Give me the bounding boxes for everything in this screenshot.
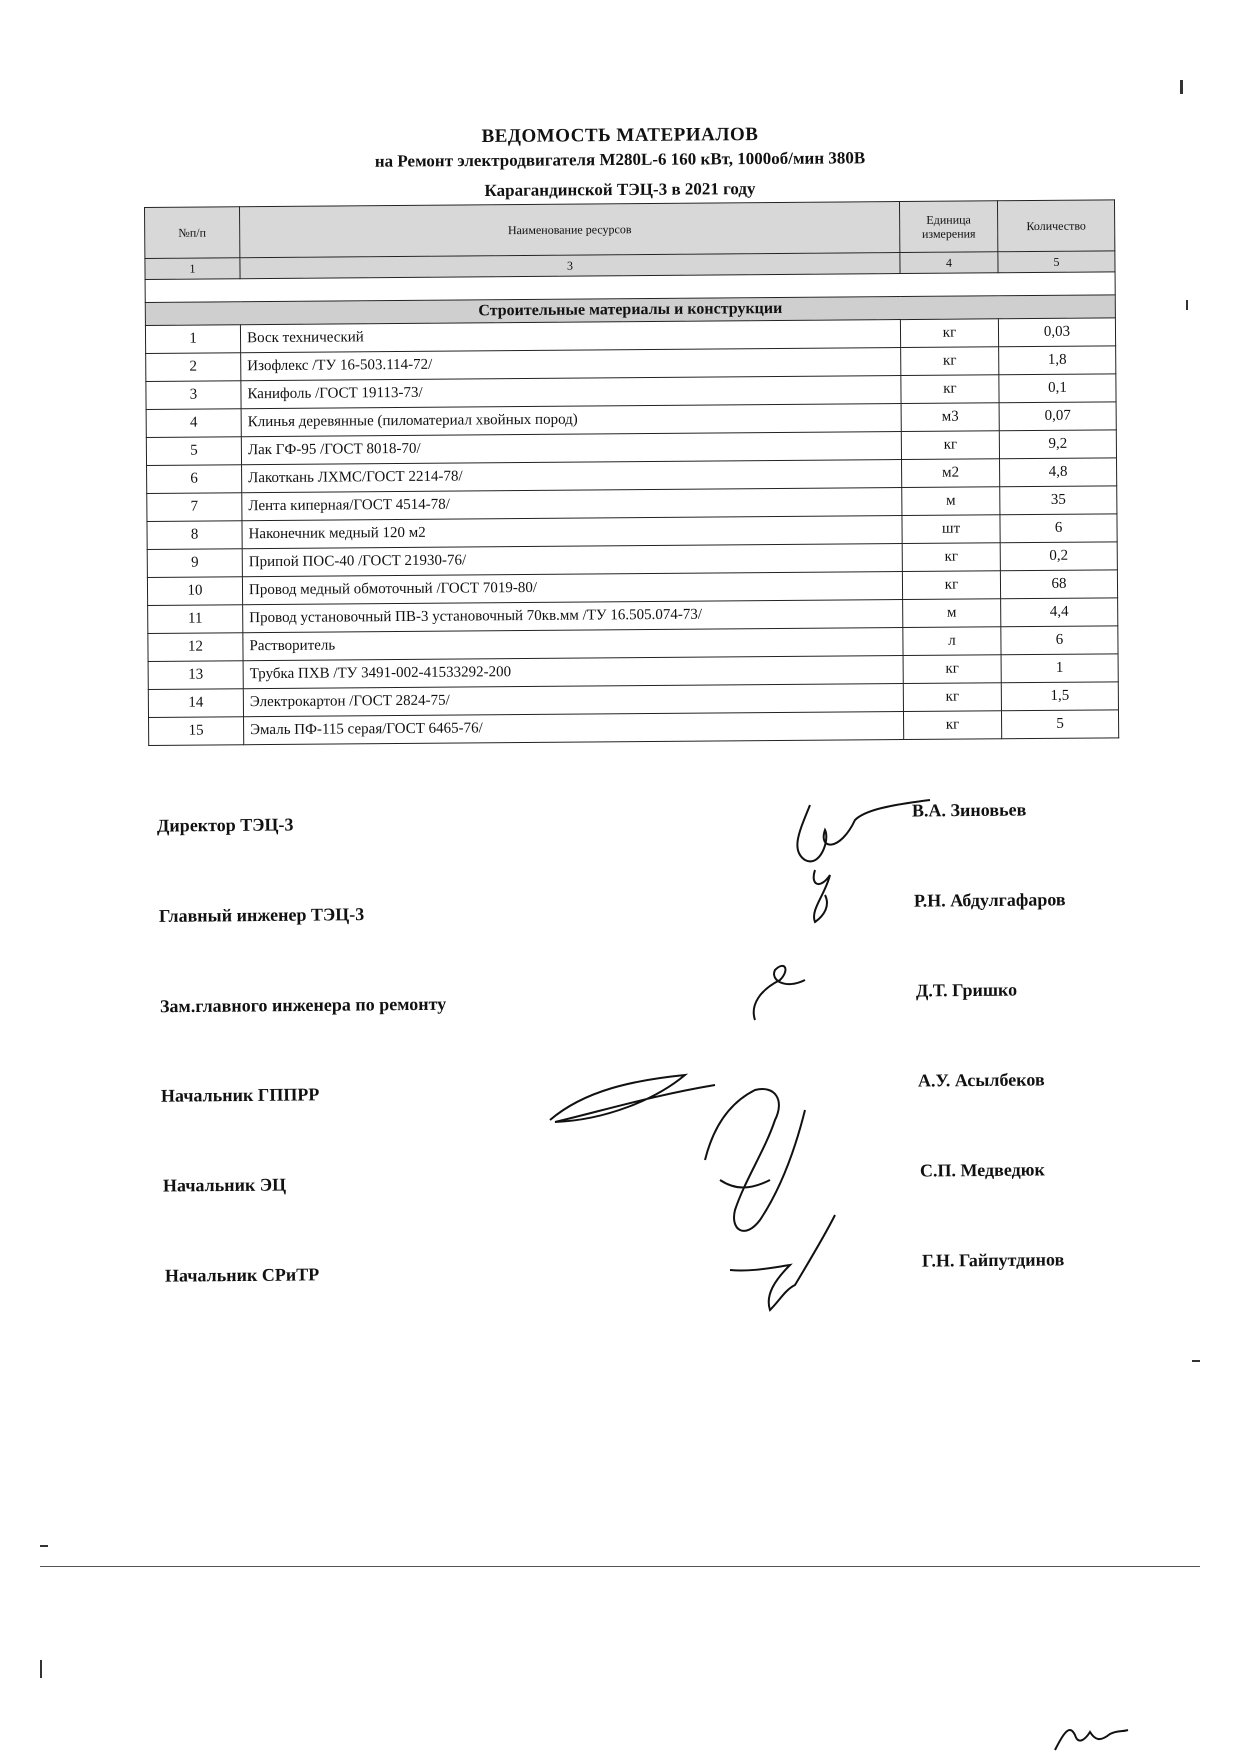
column-header-quantity: Количество	[997, 200, 1114, 252]
cell-number: 1	[145, 325, 240, 354]
signatory-position: Начальник ЭЦ	[162, 1174, 287, 1196]
materials-table	[144, 199, 1119, 746]
signatory-position: Начальник ГППРР	[160, 1084, 320, 1106]
signatory-name: Г.Н. Гайпутдинов	[921, 1249, 1065, 1271]
cell-quantity: 1,5	[1001, 682, 1118, 711]
cell-name: Лакоткань ЛХМС/ГОСТ 2214-78/	[242, 460, 902, 493]
cell-number: 13	[148, 661, 243, 690]
column-header-number: №п/п	[145, 207, 240, 259]
cell-name: Изофлекс /ТУ 16-503.114-72/	[241, 348, 901, 381]
cell-name: Провод медный обмоточный /ГОСТ 7019-80/	[242, 572, 902, 605]
cell-quantity: 0,03	[998, 318, 1115, 347]
cell-unit: кг	[901, 347, 999, 376]
cell-number: 11	[148, 605, 243, 634]
cell-quantity: 0,07	[999, 402, 1116, 431]
cell-unit: м	[903, 599, 1001, 628]
cell-name: Эмаль ПФ-115 серая/ГОСТ 6465-76/	[244, 712, 904, 745]
signatory-name: Д.Т. Гришко	[915, 979, 1018, 1001]
cell-number: 14	[148, 689, 243, 718]
cell-quantity: 9,2	[999, 430, 1116, 459]
cell-quantity: 1	[1001, 654, 1118, 683]
signatory-name: С.П. Медведюк	[919, 1159, 1045, 1181]
cell-name: Наконечник медный 120 м2	[242, 516, 902, 549]
cell-name: Клинья деревянные (пиломатериал хвойных пород)	[241, 404, 901, 437]
signatory-position: Зам.главного инженера по ремонту	[159, 993, 447, 1017]
cell-unit: м3	[901, 403, 999, 432]
cell-number: 9	[147, 549, 242, 578]
cell-unit: кг	[901, 375, 999, 404]
cell-number: 2	[146, 353, 241, 382]
cell-unit: кг	[900, 319, 998, 348]
cell-unit: кг	[902, 571, 1000, 600]
cell-name: Воск технический	[240, 320, 900, 353]
column-header-unit: Единица измерения	[899, 201, 997, 253]
column-index: 5	[998, 251, 1115, 273]
column-index: 3	[240, 253, 900, 279]
cell-quantity: 6	[1001, 626, 1118, 655]
signatory-position: Директор ТЭЦ-3	[156, 814, 294, 836]
cell-number: 5	[146, 437, 241, 466]
cell-number: 7	[147, 493, 242, 522]
cell-quantity: 5	[1001, 710, 1118, 739]
cell-number: 8	[147, 521, 242, 550]
signature-deputy-chief-engineer	[735, 950, 825, 1030]
cell-quantity: 0,2	[1000, 542, 1117, 571]
cell-number: 10	[147, 577, 242, 606]
section-title: Строительные материалы и конструкции	[145, 295, 1115, 326]
cell-number: 3	[146, 381, 241, 410]
materials-table-wrapper	[144, 199, 1118, 746]
cell-unit: л	[903, 627, 1001, 656]
document-title: ВЕДОМОСТЬ МАТЕРИАЛОВ	[481, 124, 759, 147]
signatory-name: Р.Н. Абдулгафаров	[913, 889, 1066, 911]
document-subtitle: на Ремонт электродвигателя М280L-6 160 кВт, 1000об/мин 380В	[374, 148, 866, 171]
cell-unit: кг	[901, 431, 999, 460]
cell-unit: кг	[903, 683, 1001, 712]
cell-number: 4	[146, 409, 241, 438]
cell-unit: м	[902, 487, 1000, 516]
scan-edge-mark	[1192, 1360, 1200, 1362]
cell-quantity: 1,8	[999, 346, 1116, 375]
cell-name: Лента киперная/ГОСТ 4514-78/	[242, 488, 902, 521]
signatory-name: В.А. Зиновьев	[911, 799, 1027, 821]
cell-number: 12	[148, 633, 243, 662]
cell-number: 15	[149, 717, 244, 746]
cell-number: 6	[147, 465, 242, 494]
scan-edge-mark	[40, 1660, 42, 1678]
cell-quantity: 0,1	[999, 374, 1116, 403]
signatory-position: Главный инженер ТЭЦ-3	[158, 904, 365, 926]
scan-edge-mark	[1186, 300, 1188, 310]
scan-edge-mark	[40, 1545, 48, 1547]
signature-srtr	[725, 1210, 845, 1320]
cell-unit: м2	[902, 459, 1000, 488]
scan-divider-line	[40, 1566, 1200, 1567]
cell-unit: кг	[903, 655, 1001, 684]
column-index: 4	[900, 252, 998, 274]
cell-name: Трубка ПХВ /ТУ 3491-002-41533292-200	[243, 656, 903, 689]
signatory-position: Начальник СРиТР	[164, 1264, 320, 1286]
cell-name: Электрокартон /ГОСТ 2824-75/	[243, 684, 903, 717]
signatory-name: А.У. Асылбеков	[917, 1069, 1045, 1091]
signature-director	[770, 790, 940, 930]
cell-name: Припой ПОС-40 /ГОСТ 21930-76/	[242, 544, 902, 577]
table-header-row	[145, 200, 1115, 259]
cell-unit: кг	[903, 711, 1001, 740]
cell-quantity: 6	[1000, 514, 1117, 543]
cell-name: Провод установочный ПВ-3 установочный 70кв.мм /ТУ 16.505.074-73/	[243, 600, 903, 633]
cell-name: Лак ГФ-95 /ГОСТ 8018-70/	[241, 432, 901, 465]
cell-unit: шт	[902, 515, 1000, 544]
cell-quantity: 35	[1000, 486, 1117, 515]
cell-unit: кг	[902, 543, 1000, 572]
cell-name: Канифоль /ГОСТ 19113-73/	[241, 376, 901, 409]
cell-quantity: 4,4	[1001, 598, 1118, 627]
cell-quantity: 68	[1000, 570, 1117, 599]
cell-quantity: 4,8	[1000, 458, 1117, 487]
scan-edge-mark	[1180, 80, 1183, 94]
initials-signature	[1050, 1720, 1130, 1754]
document-subtitle-plant: Карагандинской ТЭЦ-3 в 2021 году	[484, 179, 756, 200]
column-index: 1	[145, 258, 240, 280]
column-header-name: Наименование ресурсов	[240, 202, 900, 258]
cell-name: Растворитель	[243, 628, 903, 661]
